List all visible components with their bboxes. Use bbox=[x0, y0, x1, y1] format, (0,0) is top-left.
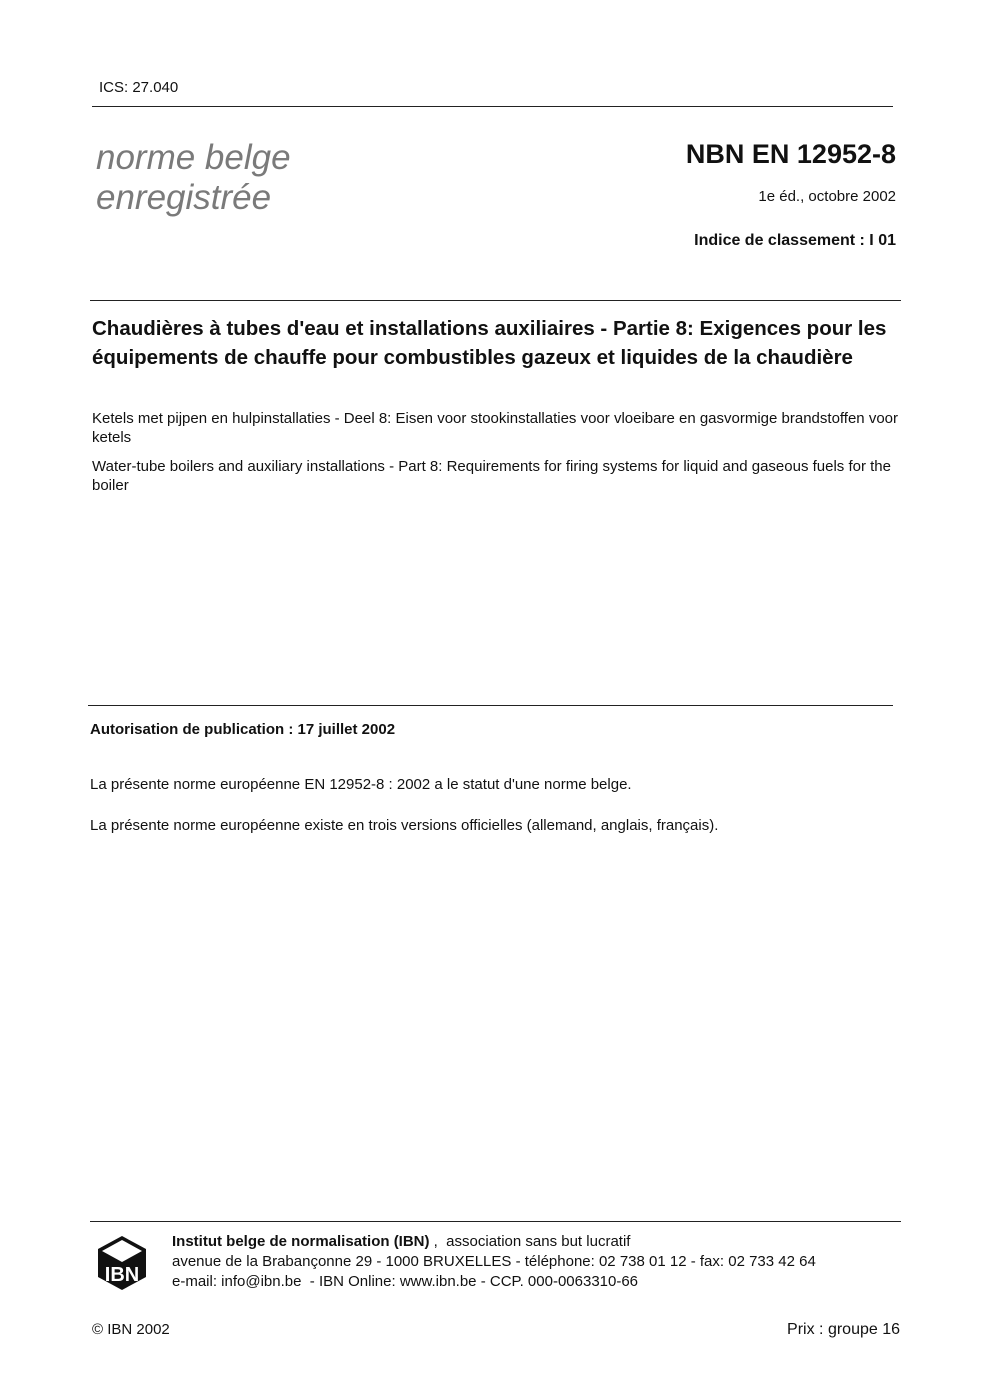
institute-line bbox=[172, 1232, 816, 1252]
norme-type-label bbox=[96, 138, 291, 218]
versions-statement: La présente norme européenne existe en trois versions officielles (allemand, anglais, français). bbox=[90, 817, 719, 834]
institute-contact: e-mail: info@ibn.be - IBN Online: www.ibn.be - CCP. 000-0063310-66 bbox=[172, 1273, 639, 1290]
institute-suffix: , association sans but lucratif bbox=[429, 1233, 631, 1250]
title-french: Chaudières à tubes d'eau et installations auxiliaires - Partie 8: Exigences pour les équipements de chauffe pour combustibles gazeux et liquides de la chaudière bbox=[92, 317, 887, 369]
top-divider bbox=[92, 106, 893, 107]
edition-date: 1e éd., octobre 2002 bbox=[758, 188, 896, 205]
title-dutch: Ketels met pijpen en hulpinstallaties - Deel 8: Eisen voor stookinstallaties voor vloeibare en gasvormige brandstoffen voor ketels bbox=[92, 410, 899, 446]
footer-divider bbox=[90, 1221, 901, 1222]
title-english: Water-tube boilers and auxiliary installations - Part 8: Requirements for firing systems for liquid and gaseous fuels for the boiler bbox=[92, 458, 891, 494]
ibn-logo-icon bbox=[96, 1234, 148, 1292]
institute-info bbox=[172, 1232, 816, 1292]
institute-address: avenue de la Brabançonne 29 - 1000 BRUXELLES - téléphone: 02 738 01 12 - fax: 02 733 42 64 bbox=[172, 1253, 816, 1270]
title-divider bbox=[90, 300, 901, 301]
copyright-notice: © IBN 2002 bbox=[92, 1321, 170, 1338]
norme-line-2: enregistrée bbox=[96, 178, 272, 217]
norme-line-1: norme belge bbox=[96, 138, 291, 177]
publication-authorisation: Autorisation de publication : 17 juillet 2002 bbox=[90, 721, 396, 738]
classification-index: Indice de classement : I 01 bbox=[694, 232, 896, 249]
ibn-logo-text: IBN bbox=[104, 1264, 140, 1286]
price-group: Prix : groupe 16 bbox=[787, 1321, 900, 1338]
ics-code: ICS: 27.040 bbox=[99, 79, 179, 96]
publication-divider bbox=[88, 705, 893, 706]
institute-name: Institut belge de normalisation (IBN) bbox=[172, 1233, 430, 1250]
standard-code: NBN EN 12952-8 bbox=[685, 139, 896, 169]
status-statement: La présente norme européenne EN 12952-8 : 2002 a le statut d'une norme belge. bbox=[90, 776, 632, 793]
